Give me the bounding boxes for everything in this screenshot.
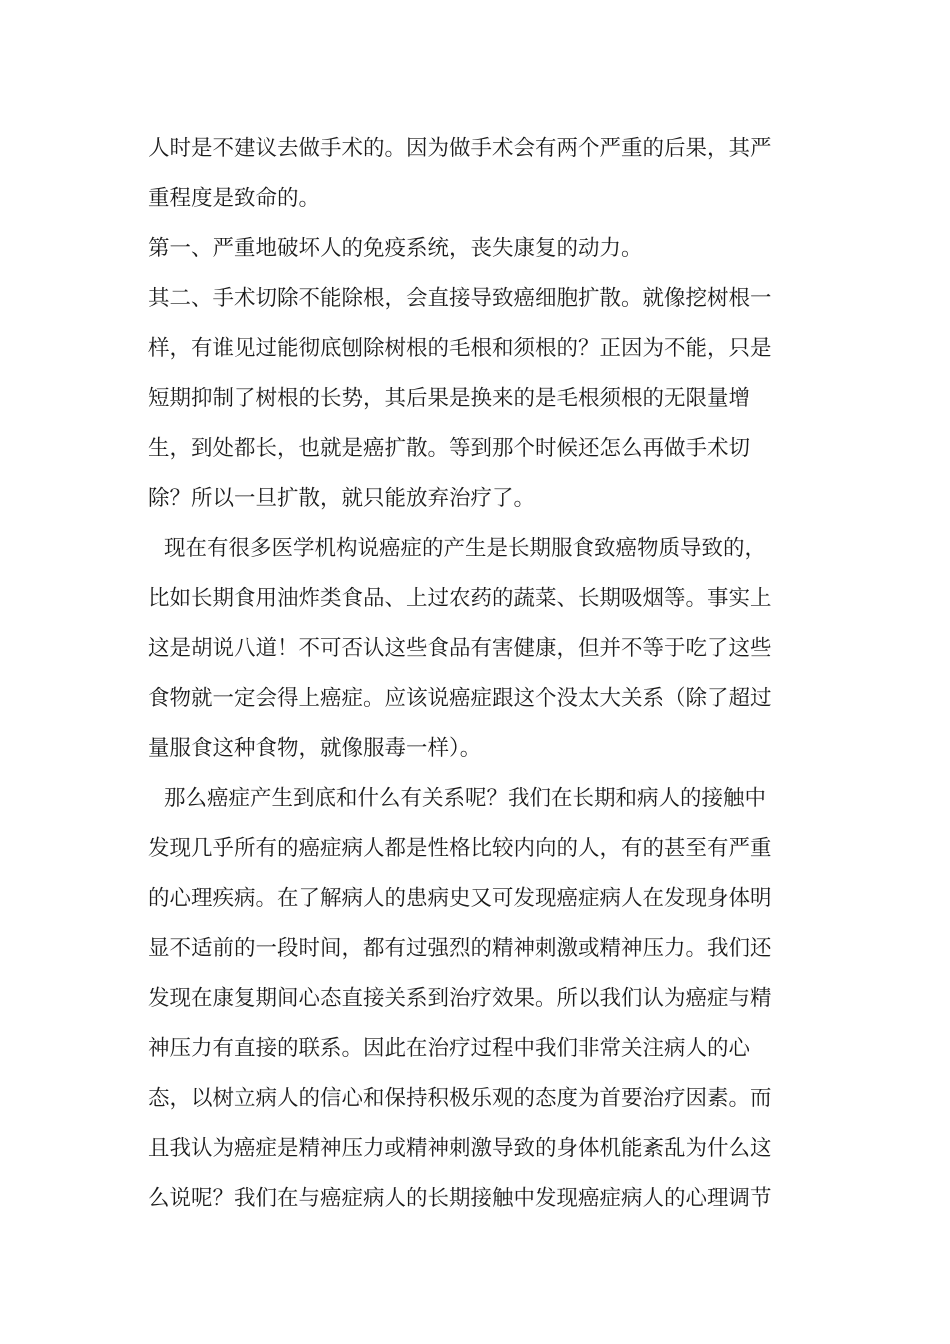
text-line: 态，以树立病人的信心和保持积极乐观的态度为首要治疗因素。而 — [148, 1086, 772, 1111]
text-line: 其二、手术切除不能除根，会直接导致癌细胞扩散。就像挖树根一 — [148, 286, 772, 311]
body-text — [148, 124, 808, 1224]
paragraph-start-line: 现在有很多医学机构说癌症的产生是长期服食致癌物质导致的， — [164, 536, 767, 561]
text-line: 发现在康复期间心态直接关系到治疗效果。所以我们认为癌症与精 — [148, 986, 772, 1011]
text-line: 重程度是致命的。 — [148, 186, 321, 211]
text-line: 且我认为癌症是精神压力或精神刺激导致的身体机能紊乱为什么这 — [148, 1136, 772, 1161]
text-line: 发现几乎所有的癌症病人都是性格比较内向的人，有的甚至有严重 — [148, 836, 772, 861]
text-line: 除？所以一旦扩散，就只能放弃治疗了。 — [148, 486, 536, 511]
text-line: 的心理疾病。在了解病人的患病史又可发现癌症病人在发现身体明 — [148, 886, 772, 911]
text-line: 这是胡说八道！不可否认这些食品有害健康，但并不等于吃了这些 — [148, 636, 772, 661]
text-line: 第一、严重地破坏人的免疫系统，丧失康复的动力。 — [148, 236, 643, 261]
text-line: 短期抑制了树根的长势，其后果是换来的是毛根须根的无限量增 — [148, 386, 751, 411]
text-line: 生，到处都长，也就是癌扩散。等到那个时候还怎么再做手术切 — [148, 436, 751, 461]
text-line: 食物就一定会得上癌症。应该说癌症跟这个没太大关系（除了超过 — [148, 686, 772, 711]
text-line: 样，有谁见过能彻底刨除树根的毛根和须根的？正因为不能，只是 — [148, 336, 772, 361]
paragraph-start-line: 那么癌症产生到底和什么有关系呢？我们在长期和病人的接触中 — [164, 786, 767, 811]
text-line: 神压力有直接的联系。因此在治疗过程中我们非常关注病人的心 — [148, 1036, 751, 1061]
text-line: 比如长期食用油炸类食品、上过农药的蔬菜、长期吸烟等。事实上 — [148, 586, 772, 611]
text-line: 么说呢？我们在与癌症病人的长期接触中发现癌症病人的心理调节 — [148, 1186, 772, 1211]
text-line: 显不适前的一段时间，都有过强烈的精神刺激或精神压力。我们还 — [148, 936, 772, 961]
text-line: 量服食这种食物，就像服毒一样）。 — [148, 736, 482, 761]
text-line: 人时是不建议去做手术的。因为做手术会有两个严重的后果，其严 — [148, 136, 772, 161]
